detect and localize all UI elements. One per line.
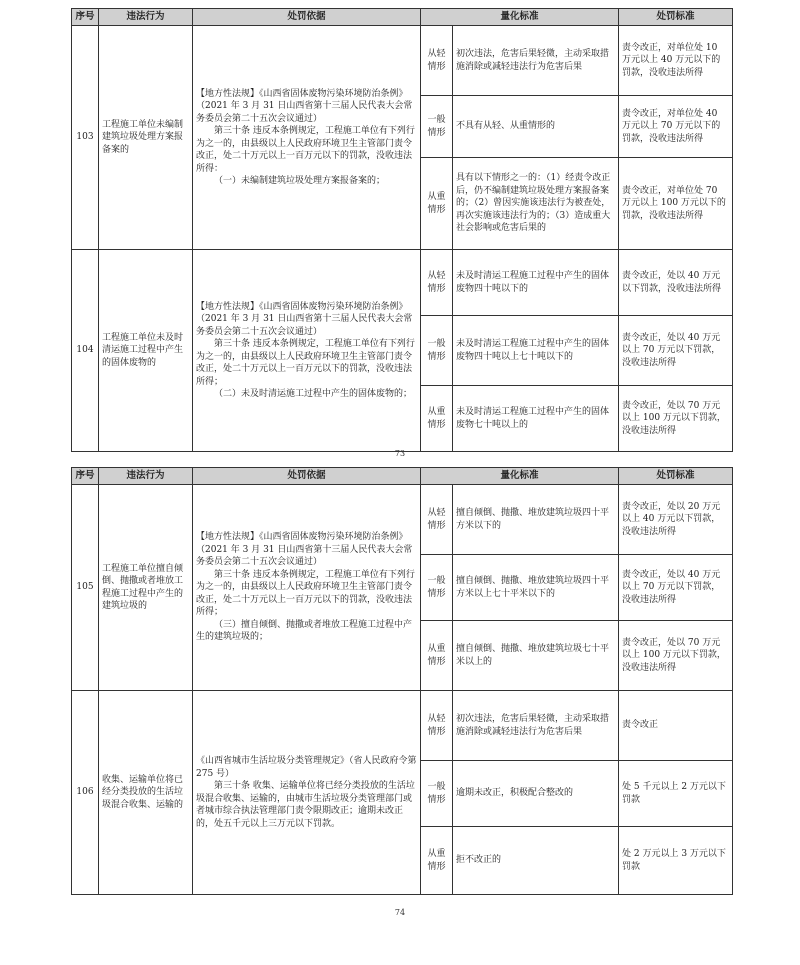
basis-law: 【地方性法规】《山西省固体废物污染环境防治条例》（2021 年 3 月 31 日山西省第十三届人民代表大会常务委员会第二十五次会议通过） [196,88,413,124]
standard-heavy: 擅自倾倒、抛撒、堆放建筑垃圾七十平米以上的 [453,621,619,691]
header-act: 违法行为 [99,9,193,26]
standard-normal: 未及时清运工程施工过程中产生的固体废物四十吨以上七十吨以下的 [453,316,619,386]
level-heavy: 从重 情形 [421,621,453,691]
table-header [72,9,733,26]
penalty-normal: 责令改正，处以 40 万元以上 70 万元以下罚款，没收违法所得 [619,316,733,386]
level-normal: 一般 情形 [421,555,453,621]
standard-heavy: 拒不改正的 [453,827,619,895]
header-pen: 处罚标准 [619,9,733,26]
standard-light: 擅自倾倒、抛撒、堆放建筑垃圾四十平方米以下的 [453,485,619,555]
level-normal: 一般 情形 [421,761,453,827]
penalty-heavy: 责令改正，处以 70 万元以上 100 万元以下罚款，没收违法所得 [619,386,733,452]
table-header [72,468,733,485]
basis-cell [193,485,421,691]
header-basis: 处罚依据 [193,468,421,485]
header-no: 序号 [72,9,99,26]
table-row [72,250,733,316]
row-number: 106 [72,691,99,895]
level-normal: 一般 情形 [421,316,453,386]
penalty-normal: 处 5 千元以上 2 万元以下罚款 [619,761,733,827]
basis-law: 【地方性法规】《山西省固体废物污染环境防治条例》（2021 年 3 月 31 日山西省第十三届人民代表大会常务委员会第二十五次会议通过） [196,532,413,568]
level-heavy: 从重 情形 [421,158,453,250]
standard-light: 初次违法，危害后果轻微，主动采取措施消除或减轻违法行为危害后果 [453,691,619,761]
level-heavy: 从重 情形 [421,386,453,452]
level-light: 从轻 情形 [421,26,453,96]
row-number: 103 [72,26,99,250]
header-basis: 处罚依据 [193,9,421,26]
basis-item: （三）擅自倾倒、抛撒或者堆放工程施工过程中产生的建筑垃圾的； [196,619,413,643]
standard-heavy: 未及时清运工程施工过程中产生的固体废物七十吨以上的 [453,386,619,452]
row-number: 105 [72,485,99,691]
basis-article: 第三十条 违反本条例规定，工程施工单位有下列行为之一的，由县级以上人民政府环境卫生主管部门责令改正，处二十万元以上一百万元以下的罚款，没收违法所得； [196,569,415,618]
basis-cell [193,250,421,452]
violation-cell: 工程施工单位擅自倾倒、抛撒或者堆放工程施工过程中产生的建筑垃圾的 [99,485,193,691]
basis-cell [193,691,421,895]
basis-item: （一）未编制建筑垃圾处理方案报备案的； [214,176,386,186]
standard-normal: 擅自倾倒、抛撒、堆放建筑垃圾四十平方米以上七十平米以下的 [453,555,619,621]
standard-normal: 逾期未改正，积极配合整改的 [453,761,619,827]
penalty-light: 责令改正，处以 20 万元以上 40 万元以下罚款，没收违法所得 [619,485,733,555]
penalty-normal: 责令改正，对单位处 40 万元以上 70 万元以下的罚款，没收违法所得 [619,96,733,158]
penalty-heavy: 处 2 万元以上 3 万元以下罚款 [619,827,733,895]
basis-article: 第三十条 违反本条例规定，工程施工单位有下列行为之一的，由县级以上人民政府环境卫生主管部门责令改正，处二十万元以上一百万元以下的罚款，没收违法所得： [196,126,415,174]
penalty-light: 责令改正，处以 40 万元以下罚款，没收违法所得 [619,250,733,316]
violation-cell: 工程施工单位未及时清运施工过程中产生的固体废物的 [99,250,193,452]
table-row [72,485,733,555]
level-light: 从轻 情形 [421,250,453,316]
basis-item: （二）未及时清运施工过程中产生的固体废物的； [214,389,413,399]
header-no: 序号 [72,468,99,485]
page-number: 74 [394,908,406,917]
penalty-light: 责令改正 [619,691,733,761]
basis-article: 第三十条 收集、运输单位将已经分类投放的生活垃圾混合收集、运输的，由城市生活垃圾分类管理部门或者城市综合执法管理部门责令限期改正；逾期未改正的，处五千元以上三万元以下罚款。 [196,781,415,829]
level-light: 从轻 情形 [421,691,453,761]
basis-cell [193,26,421,250]
basis-article: 第三十条 违反本条例规定，工程施工单位有下列行为之一的，由县级以上人民政府环境卫生主管部门责令改正，处二十万元以上一百万元以下的罚款，没收违法所得； [196,339,415,387]
penalty-heavy: 责令改正，处以 70 万元以上 100 万元以下罚款，没收违法所得 [619,621,733,691]
violation-cell: 工程施工单位未编制建筑垃圾处理方案报备案的 [99,26,193,250]
level-normal: 一般 情形 [421,96,453,158]
header-act: 违法行为 [99,468,193,485]
penalty-normal: 责令改正，处以 40 万元以上 70 万元以下罚款，没收违法所得 [619,555,733,621]
table-row [72,691,733,761]
penalty-light: 责令改正，对单位处 10 万元以上 40 万元以下的罚款，没收违法所得 [619,26,733,96]
standard-light: 未及时清运工程施工过程中产生的固体废物四十吨以下的 [453,250,619,316]
penalty-table-page-73 [71,8,733,452]
header-std: 量化标准 [421,9,619,26]
basis-law: 《山西省城市生活垃圾分类管理规定》（省人民政府令第 275 号） [196,756,417,779]
header-std: 量化标准 [421,468,619,485]
basis-law: 【地方性法规】《山西省固体废物污染环境防治条例》（2021 年 3 月 31 日山西省第十三届人民代表大会常务委员会第二十五次会议通过） [196,301,413,337]
penalty-table-page-74 [71,467,733,895]
level-light: 从轻 情形 [421,485,453,555]
page-number: 73 [394,449,406,458]
violation-cell: 收集、运输单位将已经分类投放的生活垃圾混合收集、运输的 [99,691,193,895]
level-heavy: 从重 情形 [421,827,453,895]
standard-heavy: 具有以下情形之一的：（1）经责令改正后，仍不编制建筑垃圾处理方案报备案的；（2）曾因实施该违法行为被查处，再次实施该违法行为的；（3）造成重大社会影响或危害后果的 [453,158,619,250]
header-pen: 处罚标准 [619,468,733,485]
standard-normal: 不具有从轻、从重情形的 [453,96,619,158]
penalty-heavy: 责令改正，对单位处 70 万元以上 100 万元以下的罚款，没收违法所得 [619,158,733,250]
row-number: 104 [72,250,99,452]
standard-light: 初次违法，危害后果轻微，主动采取措施消除或减轻违法行为危害后果 [453,26,619,96]
table-row [72,26,733,96]
